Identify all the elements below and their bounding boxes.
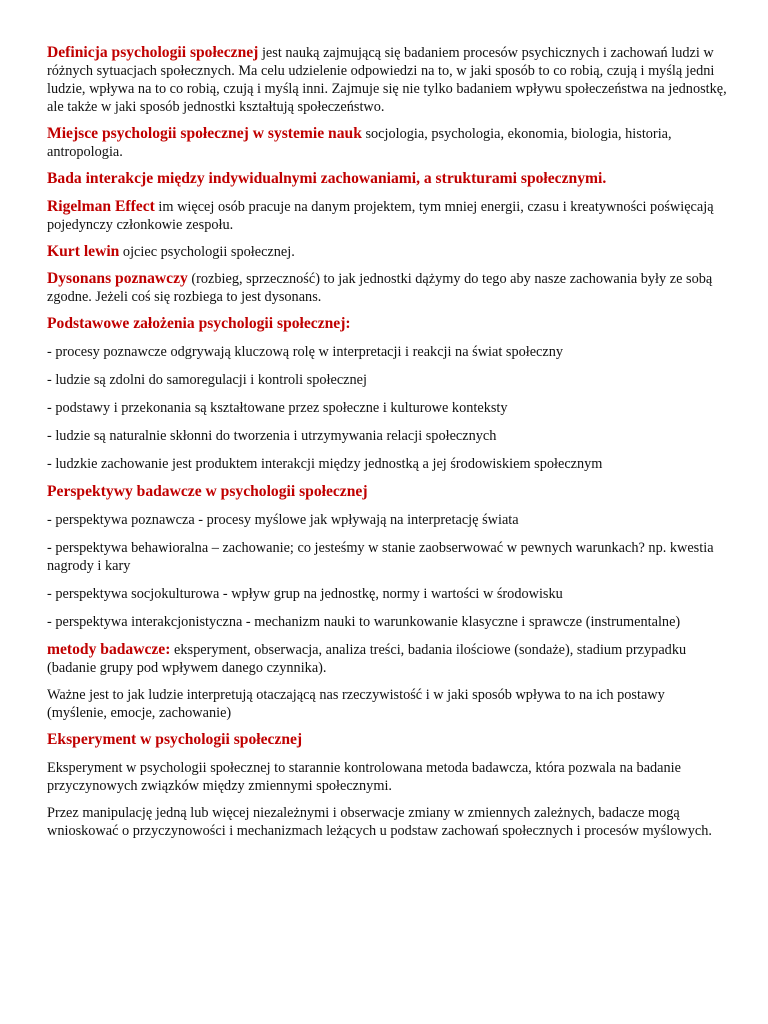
perspectives-heading-paragraph	[47, 483, 727, 501]
list-item: - perspektywa socjokulturowa - wpływ grup na jednostkę, normy i wartości w środowisku	[47, 586, 563, 602]
place-text: socjologia, psychologia, ekonomia, biologia, historia, antropologia.	[47, 126, 672, 160]
methods-paragraph	[47, 641, 727, 677]
dissonance-text: (rozbieg, sprzeczność) to jak jednostki dążymy do tego aby nasze zachowania były ze sobą zgodne. Jeżeli coś się rozbiega to jest dysonans.	[47, 271, 713, 305]
dissonance-paragraph	[47, 270, 727, 306]
lewin-heading: Kurt lewin	[47, 243, 120, 260]
list-item: - ludzkie zachowanie jest produktem interakcji między jednostką a jej środowiskiem społecznym	[47, 456, 603, 472]
lewin-text: ojciec psychologii społecznej.	[119, 244, 295, 260]
rigelman-heading: Rigelman Effect	[47, 198, 155, 215]
place-paragraph	[47, 125, 727, 161]
list-item: - ludzie są naturalnie skłonni do tworzenia i utrzymywania relacji społecznych	[47, 428, 497, 444]
methods-heading: metody badawcze:	[47, 641, 171, 658]
list-item: - procesy poznawcze odgrywają kluczową rolę w interpretacji i reakcji na świat społeczny	[47, 344, 564, 360]
definition-text: jest nauką zajmującą się badaniem procesów psychicznych i zachowań ludzi w różnych sytuacjach społecznych. Ma celu udzielenie odpowiedzi na to, w jaki sposób to co robią, czują i myślą jedni ludzie, wpływa na to co robią, czują i myślą inni. Zajmuje się nie tylko badaniem wpływu społeczeństwa na jednostkę, ale także w jaki sposób jednostki kształtują społeczeństwo.	[47, 45, 727, 115]
list-item: - podstawy i przekonania są kształtowane przez społeczne i kulturowe konteksty	[47, 400, 508, 416]
definition-paragraph	[47, 44, 727, 116]
perspectives-heading: Perspektywy badawcze w psychologii społecznej	[47, 483, 368, 500]
interactions-paragraph	[47, 170, 727, 188]
assumptions-heading-paragraph	[47, 315, 727, 333]
list-item: - perspektywa behawioralna – zachowanie; co jesteśmy w stanie zaobserwować w pewnych warunkach? np. kwestia nagrody i kary	[47, 540, 714, 574]
definition-heading: Definicja psychologii społecznej	[47, 44, 259, 61]
dissonance-heading: Dysonans poznawczy	[47, 270, 188, 287]
list-item: - ludzie są zdolni do samoregulacji i kontroli społecznej	[47, 372, 367, 388]
rigelman-text: im więcej osób pracuje na danym projektem, tym mniej energii, czasu i kreatywności poświęcają pojedynczy członkowie zespołu.	[47, 199, 714, 233]
rigelman-paragraph	[47, 198, 727, 234]
document-page	[47, 44, 727, 849]
interactions-heading: Bada interakcje między indywidualnymi zachowaniami, a strukturami społecznymi.	[47, 170, 607, 187]
place-heading: Miejsce psychologii społecznej w systemie nauk	[47, 125, 362, 142]
important-paragraph: Ważne jest to jak ludzie interpretują otaczającą nas rzeczywistość i w jaki sposób wpływa to na ich postawy (myślenie, emocje, zachowanie)	[47, 687, 665, 721]
experiment-heading-paragraph	[47, 731, 727, 749]
experiment-paragraph: Przez manipulację jedną lub więcej niezależnymi i obserwacje zmiany w zmiennych zależnych, badacze mogą wnioskować o przyczynowości i mechanizmach leżących u podstaw zachowań społecznych i procesów myślowych.	[47, 805, 712, 839]
experiment-heading: Eksperyment w psychologii społecznej	[47, 731, 303, 748]
assumptions-heading: Podstawowe założenia psychologii społecznej:	[47, 315, 351, 332]
methods-text: eksperyment, obserwacja, analiza treści, badania ilościowe (sondaże), stadium przypadku (badanie grupy pod wpływem danego czynnika).	[47, 642, 687, 676]
list-item: - perspektywa interakcjonistyczna - mechanizm nauki to warunkowanie klasyczne i sprawcze (instrumentalne)	[47, 614, 681, 630]
lewin-paragraph	[47, 243, 727, 261]
list-item: - perspektywa poznawcza - procesy myślowe jak wpływają na interpretację świata	[47, 512, 519, 528]
experiment-paragraph: Eksperyment w psychologii społecznej to starannie kontrolowana metoda badawcza, która pozwala na badanie przyczynowych związków między zmiennymi społecznymi.	[47, 760, 681, 794]
